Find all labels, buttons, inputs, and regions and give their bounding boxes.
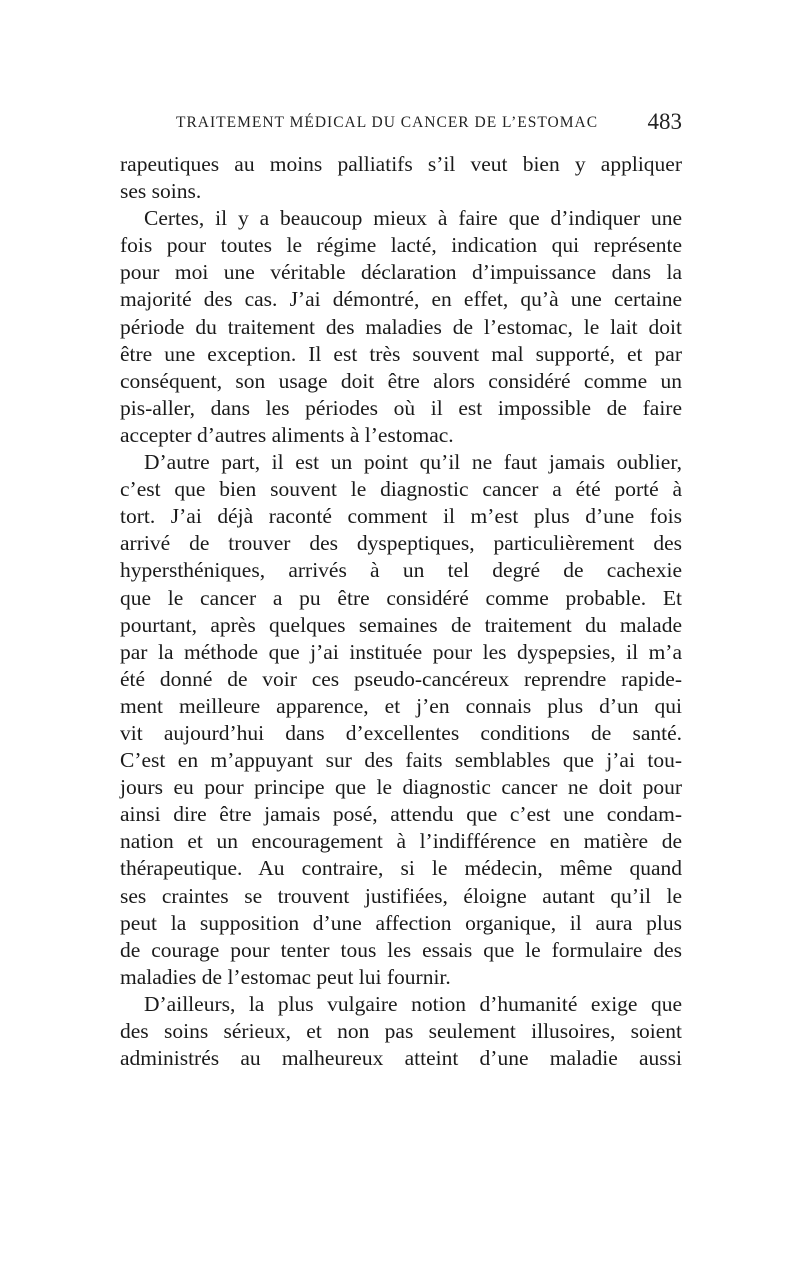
text-line: que le cancer a pu être considéré comme probable. Et xyxy=(120,585,682,610)
text-line: accepter d’autres aliments à l’estomac. xyxy=(120,422,454,447)
page-number: 483 xyxy=(647,109,682,134)
running-title: TRAITEMENT MÉDICAL DU CANCER DE L’ESTOMAC xyxy=(176,114,599,131)
body-text xyxy=(120,151,682,1072)
text-line: être une exception. Il est très souvent mal supporté, et par xyxy=(120,341,682,366)
text-line: c’est que bien souvent le diagnostic cancer a été porté à xyxy=(120,477,682,502)
text-line: tort. J’ai déjà raconté comment il m’est plus d’une fois xyxy=(120,504,682,529)
text-line: D’autre part, il est un point qu’il ne faut jamais oublier, xyxy=(144,450,682,475)
text-line: par la méthode que j’ai instituée pour les dyspepsies, il m’a xyxy=(120,639,682,664)
text-line: pour moi une véritable déclaration d’impuissance dans la xyxy=(120,260,682,285)
text-line: majorité des cas. J’ai démontré, en effet, qu’à une certaine xyxy=(120,287,682,312)
text-line: D’ailleurs, la plus vulgaire notion d’humanité exige que xyxy=(144,991,682,1016)
text-line: conséquent, son usage doit être alors considéré comme un xyxy=(120,368,682,393)
text-line: vit aujourd’hui dans d’excellentes conditions de santé. xyxy=(120,720,682,745)
text-line: de courage pour tenter tous les essais que le formulaire des xyxy=(120,937,682,962)
text-line: été donné de voir ces pseudo-cancéreux reprendre rapide- xyxy=(120,666,682,691)
text-line: nation et un encouragement à l’indifférence en matière de xyxy=(120,829,682,854)
text-line: jours eu pour principe que le diagnostic cancer ne doit pour xyxy=(120,775,682,800)
text-line: maladies de l’estomac peut lui fournir. xyxy=(120,964,451,989)
text-line: ment meilleure apparence, et j’en connais plus d’un qui xyxy=(120,693,682,718)
text-line: des soins sérieux, et non pas seulement illusoires, soient xyxy=(120,1019,682,1043)
text-line: rapeutiques au moins palliatifs s’il veut bien y appliquer xyxy=(120,152,682,176)
text-line: ses craintes se trouvent justifiées, éloigne autant qu’il le xyxy=(120,883,682,908)
text-line: période du traitement des maladies de l’estomac, le lait doit xyxy=(120,314,682,339)
text-line: pis-aller, dans les périodes où il est impossible de faire xyxy=(120,395,682,420)
text-line: administrés au malheureux atteint d’une maladie aussi xyxy=(120,1046,682,1071)
text-line: ses soins. xyxy=(120,179,202,204)
text-line: fois pour toutes le régime lacté, indication qui représente xyxy=(120,233,682,258)
text-line: pourtant, après quelques semaines de traitement du malade xyxy=(120,612,682,637)
text-line: hypersthéniques, arrivés à un tel degré de cachexie xyxy=(120,558,682,583)
text-line: peut la supposition d’une affection organique, il aura plus xyxy=(120,910,682,935)
text-line: thérapeutique. Au contraire, si le médecin, même quand xyxy=(120,856,682,881)
text-line: ainsi dire être jamais posé, attendu que c’est une condam- xyxy=(120,802,682,827)
running-head xyxy=(120,109,682,140)
text-line: arrivé de trouver des dyspeptiques, particulièrement des xyxy=(120,531,682,556)
text-line: C’est en m’appuyant sur des faits semblables que j’ai tou- xyxy=(120,748,682,773)
text-line: Certes, il y a beaucoup mieux à faire que d’indiquer une xyxy=(144,206,682,231)
